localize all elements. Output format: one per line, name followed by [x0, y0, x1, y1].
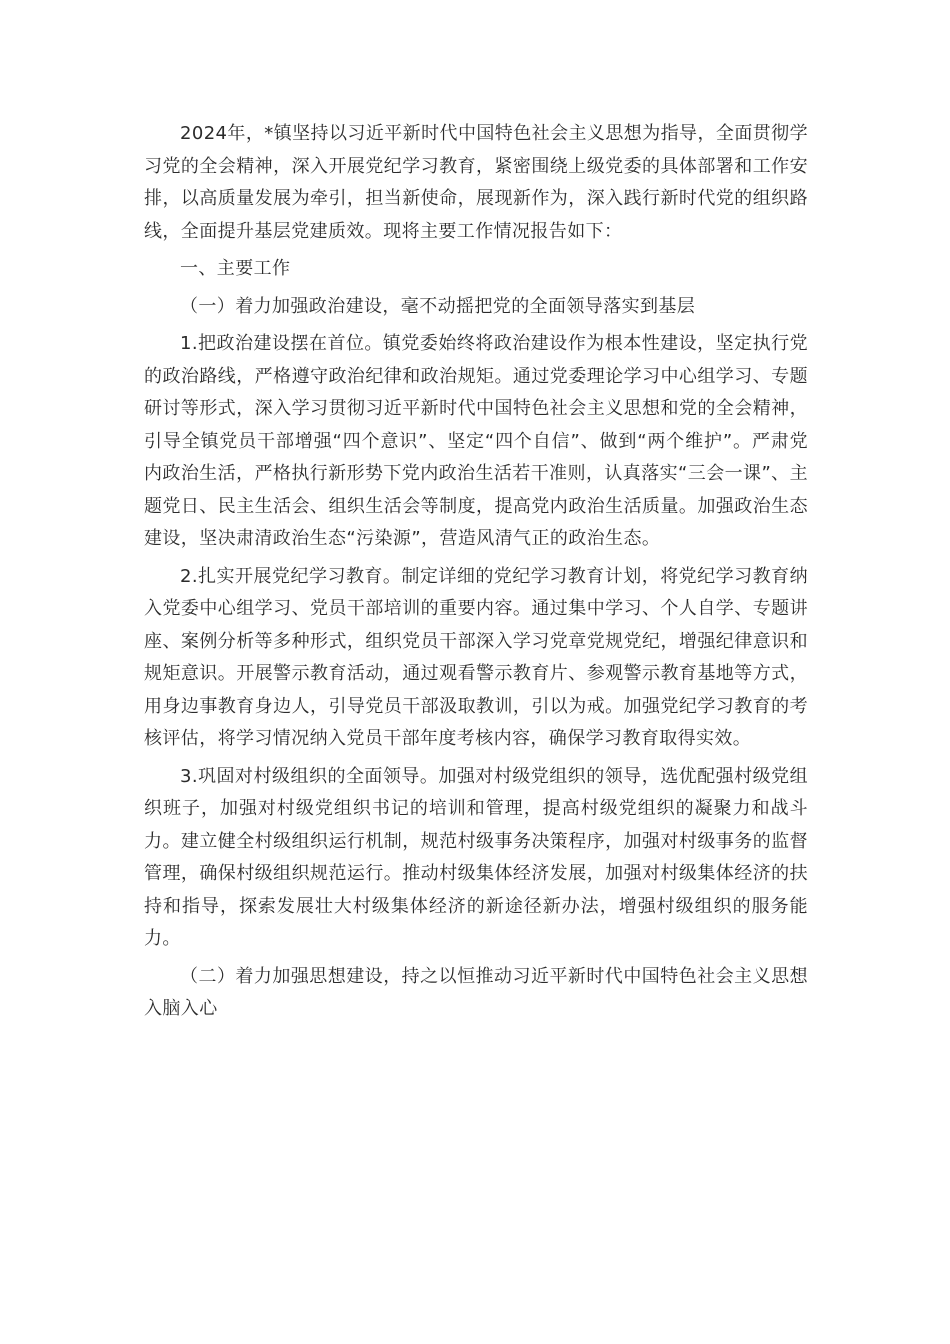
- item-paragraph-3: 3.巩固对村级组织的全面领导。加强对村级党组织的领导，选优配强村级党组织班子，加强对村级党组织书记的培训和管理，提高村级党组织的凝聚力和战斗力。建立健全村级组织运行机制，规范村级事务决策程序，加强对村级事务的监督管理，确保村级组织规范运行。推动村级集体经济发展，加强对村级集体经济的扶持和指导，探索发展壮大村级集体经济的新途径新办法，增强村级组织的服务能力。: [144, 765, 808, 949]
- item-paragraph-1: 1.把政治建设摆在首位。镇党委始终将政治建设作为根本性建设，坚定执行党的政治路线，严格遵守政治纪律和政治规矩。通过党委理论学习中心组学习、专题研讨等形式，深入学习贯彻习近平新时代中国特色社会主义思想和党的全会精神，引导全镇党员干部增强“四个意识”、坚定“四个自信”、做到“两个维护”。严肃党内政治生活，严格执行新形势下党内政治生活若干准则，认真落实“三会一课”、主题党日、民主生活会、组织生活会等制度，提高党内政治生活质量。加强政治生态建设，坚决肃清政治生态“污染源”，营造风清气正的政治生态。: [144, 333, 808, 549]
- subsection-heading-1: （一）着力加强政治建设，毫不动摇把党的全面领导落实到基层: [180, 295, 696, 317]
- item-paragraph-2: 2.扎实开展党纪学习教育。制定详细的党纪学习教育计划，将党纪学习教育纳入党委中心组学习、党员干部培训的重要内容。通过集中学习、个人自学、专题讲座、案例分析等多种形式，组织党员干部深入学习党章党规党纪，增强纪律意识和规矩意识。开展警示教育活动，通过观看警示教育片、参观警示教育基地等方式，用身边事教育身边人，引导党员干部汲取教训，引以为戒。加强党纪学习教育的考核评估，将学习情况纳入党员干部年度考核内容，确保学习教育取得实效。: [144, 565, 808, 749]
- document-body: [144, 118, 808, 1031]
- intro-paragraph: 2024年，*镇坚持以习近平新时代中国特色社会主义思想为指导，全面贯彻学习党的全会精神，深入开展党纪学习教育，紧密围绕上级党委的具体部署和工作安排，以高质量发展为牵引，担当新使命，展现新作为，深入践行新时代党的组织路线，全面提升基层党建质效。现将主要工作情况报告如下：: [144, 123, 808, 242]
- section-heading: 一、主要工作: [180, 258, 291, 279]
- subsection-heading-2: （二）着力加强思想建设，持之以恒推动习近平新时代中国特色社会主义思想入脑入心: [144, 965, 808, 1019]
